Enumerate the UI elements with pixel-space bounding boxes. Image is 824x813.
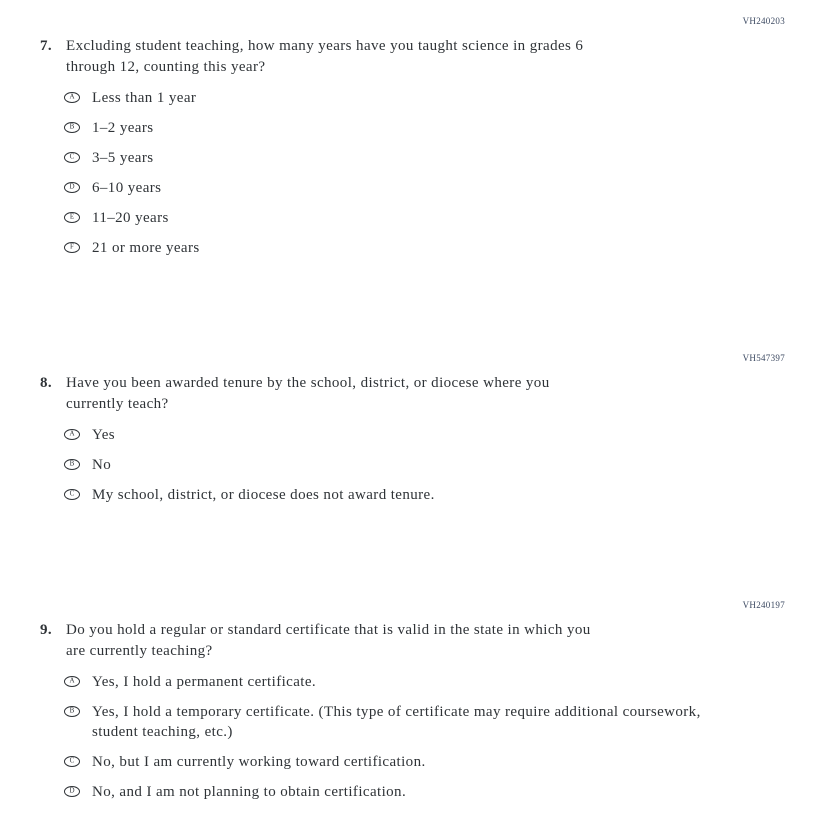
q8-option-c[interactable] xyxy=(64,485,785,505)
option-label: Yes, I hold a temporary certificate. (This type of certificate may require additional coursework, student teaching, etc.) xyxy=(92,704,701,740)
question-text: Do you hold a regular or standard certificate that is valid in the state in which you are currently teaching? xyxy=(66,622,591,659)
answer-bubble-icon[interactable]: C xyxy=(64,489,80,500)
answer-bubble-icon[interactable]: A xyxy=(64,676,80,687)
question-text: Have you been awarded tenure by the school, district, or diocese where you currently teach? xyxy=(66,375,550,412)
q8-option-b[interactable] xyxy=(64,455,785,475)
option-label: Yes, I hold a permanent certificate. xyxy=(92,674,317,690)
option-label: 1–2 years xyxy=(92,120,154,136)
item-code: VH240203 xyxy=(742,16,785,26)
question-heading xyxy=(40,620,785,662)
option-label: No, but I am currently working toward certification. xyxy=(92,754,426,770)
answer-bubble-icon[interactable]: A xyxy=(64,429,80,440)
question-block-8 xyxy=(40,349,785,515)
option-label: 21 or more years xyxy=(92,240,200,256)
question-number: 8. xyxy=(40,375,53,391)
question-block-7 xyxy=(40,12,785,268)
answer-bubble-icon[interactable]: E xyxy=(64,212,80,223)
answer-bubble-icon[interactable]: B xyxy=(64,122,80,133)
item-code: VH240197 xyxy=(742,600,785,610)
q7-option-c[interactable] xyxy=(64,148,785,168)
answer-bubble-icon[interactable]: D xyxy=(64,786,80,797)
option-label: No xyxy=(92,457,112,473)
q7-option-d[interactable] xyxy=(64,178,785,198)
question-heading xyxy=(40,36,785,78)
q7-option-a[interactable] xyxy=(64,88,785,108)
q9-option-a[interactable] xyxy=(64,672,785,692)
question-heading xyxy=(40,373,785,415)
q8-option-a[interactable] xyxy=(64,425,785,445)
answer-bubble-icon[interactable]: A xyxy=(64,92,80,103)
answer-bubble-icon[interactable]: C xyxy=(64,756,80,767)
option-label: No, and I am not planning to obtain certification. xyxy=(92,784,407,800)
option-label: 6–10 years xyxy=(92,180,162,196)
question-block-9 xyxy=(40,596,785,812)
option-label: 11–20 years xyxy=(92,210,169,226)
option-label: My school, district, or diocese does not award tenure. xyxy=(92,487,435,503)
answer-bubble-icon[interactable]: B xyxy=(64,459,80,470)
option-label: 3–5 years xyxy=(92,150,154,166)
q7-option-b[interactable] xyxy=(64,118,785,138)
question-text: Excluding student teaching, how many years have you taught science in grades 6 through 12, counting this year? xyxy=(66,38,584,75)
options-list xyxy=(40,425,785,505)
question-number: 9. xyxy=(40,622,53,638)
q9-option-d[interactable] xyxy=(64,782,785,802)
q9-option-c[interactable] xyxy=(64,752,785,772)
option-label: Less than 1 year xyxy=(92,90,197,106)
q7-option-f[interactable] xyxy=(64,238,785,258)
option-label: Yes xyxy=(92,427,116,443)
answer-bubble-icon[interactable]: C xyxy=(64,152,80,163)
item-code: VH547397 xyxy=(742,353,785,363)
q9-option-b[interactable] xyxy=(64,702,785,742)
answer-bubble-icon[interactable]: B xyxy=(64,706,80,717)
question-number: 7. xyxy=(40,38,53,54)
options-list xyxy=(40,88,785,258)
answer-bubble-icon[interactable]: F xyxy=(64,242,80,253)
options-list xyxy=(40,672,785,802)
q7-option-e[interactable] xyxy=(64,208,785,228)
answer-bubble-icon[interactable]: D xyxy=(64,182,80,193)
